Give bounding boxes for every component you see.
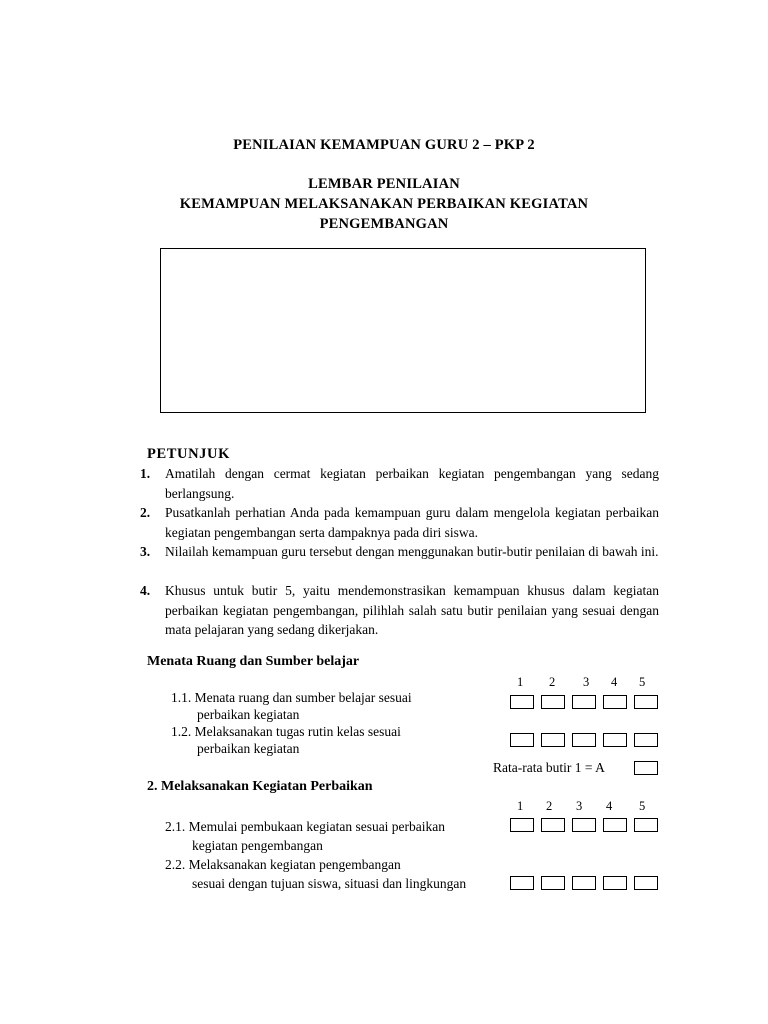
instruction-number: 4. [140,583,151,598]
criterion-text: sesuai dengan tujuan siswa, situasi dan lingkungan [192,876,467,891]
rating-boxes-1-2 [510,733,660,747]
document-title: PENILAIAN KEMAMPUAN GURU 2 – PKP 2 [233,137,535,153]
criterion-text: 1.2. Melaksanakan tugas rutin kelas sesuai [171,724,401,739]
criterion-2-1 [165,817,445,855]
instruction-text: Amatilah dengan cermat kegiatan perbaikan kegiatan pengembangan yang sedang berlangsung. [165,466,659,501]
rating-checkbox[interactable] [541,818,565,832]
sheet-subtitle-line-2: PENGEMBANGAN [319,216,449,232]
rating-checkbox[interactable] [510,876,534,890]
section-2-heading: 2. Melaksanakan Kegiatan Perbaikan [147,779,373,794]
rating-checkbox[interactable] [572,695,596,709]
instruction-number: 3. [140,544,151,559]
rating-boxes-2-2 [510,876,660,890]
instruction-number: 1. [140,466,151,481]
criterion-2-2 [165,855,466,893]
rating-checkbox[interactable] [634,818,658,832]
criterion-text: kegiatan pengembangan [192,838,323,853]
instruction-item-2 [140,503,659,542]
rating-checkbox[interactable] [541,733,565,747]
rating-checkbox[interactable] [634,876,658,890]
scale-label: 2 [546,799,553,813]
rating-checkbox[interactable] [510,695,534,709]
criterion-text: 1.1. Menata ruang dan sumber belajar sesuai [171,690,412,705]
rating-checkbox[interactable] [572,818,596,832]
rating-checkbox[interactable] [634,695,658,709]
sheet-title: LEMBAR PENILAIAN [308,176,460,192]
scale-label: 1 [517,799,524,813]
scale-label: 5 [639,675,646,689]
info-box [160,248,646,413]
scale-label: 1 [517,675,524,689]
criterion-text: perbaikan kegiatan [197,741,300,756]
rating-checkbox[interactable] [603,695,627,709]
scale-label: 4 [611,675,618,689]
instructions-heading: PETUNJUK [147,446,230,462]
rating-scale-header [510,675,660,691]
criterion-text: 2.2. Melaksanakan kegiatan pengembangan [165,857,401,872]
instruction-item-4 [140,581,659,640]
rating-checkbox[interactable] [510,818,534,832]
instruction-text: Nilailah kemampuan guru tersebut dengan menggunakan butir-butir penilaian di bawah ini. [165,544,659,559]
average-box-1[interactable] [634,761,658,775]
rating-boxes-2-1 [510,818,660,832]
scale-label: 2 [549,675,556,689]
rating-checkbox[interactable] [603,733,627,747]
sheet-subtitle-line-1: KEMAMPUAN MELAKSANAKAN PERBAIKAN KEGIATAN [179,196,589,212]
criterion-1-1 [171,689,412,723]
section-1-heading: Menata Ruang dan Sumber belajar [147,654,360,669]
rating-boxes-1-1 [510,695,660,709]
instruction-text: Khusus untuk butir 5, yaitu mendemonstrasikan kemampuan khusus dalam kegiatan perbaikan kegiatan pengembangan, pilihlah salah satu butir penilaian yang sesuai dengan mata pelajaran yang sedang dikerjakan. [165,583,659,637]
rating-scale-header [510,799,660,815]
scale-label: 5 [639,799,646,813]
rating-checkbox[interactable] [541,695,565,709]
instruction-text: Pusatkanlah perhatian Anda pada kemampuan guru dalam mengelola kegiatan perbaikan kegiatan pengembangan serta dampaknya pada diri siswa. [165,505,659,540]
rating-checkbox[interactable] [603,818,627,832]
rating-checkbox[interactable] [510,733,534,747]
criterion-text: perbaikan kegiatan [197,707,300,722]
rating-checkbox[interactable] [572,733,596,747]
rating-checkbox[interactable] [634,733,658,747]
criterion-1-2 [171,723,401,757]
rating-checkbox[interactable] [541,876,565,890]
rating-checkbox[interactable] [603,876,627,890]
scale-label: 4 [606,799,613,813]
instruction-item-3 [140,542,659,562]
scale-label: 3 [576,799,583,813]
instruction-item-1 [140,464,659,503]
scale-label: 3 [583,675,590,689]
average-label-1: Rata-rata butir 1 = A [493,760,605,775]
criterion-text: 2.1. Memulai pembukaan kegiatan sesuai perbaikan [165,819,446,834]
instruction-number: 2. [140,505,151,520]
rating-checkbox[interactable] [572,876,596,890]
